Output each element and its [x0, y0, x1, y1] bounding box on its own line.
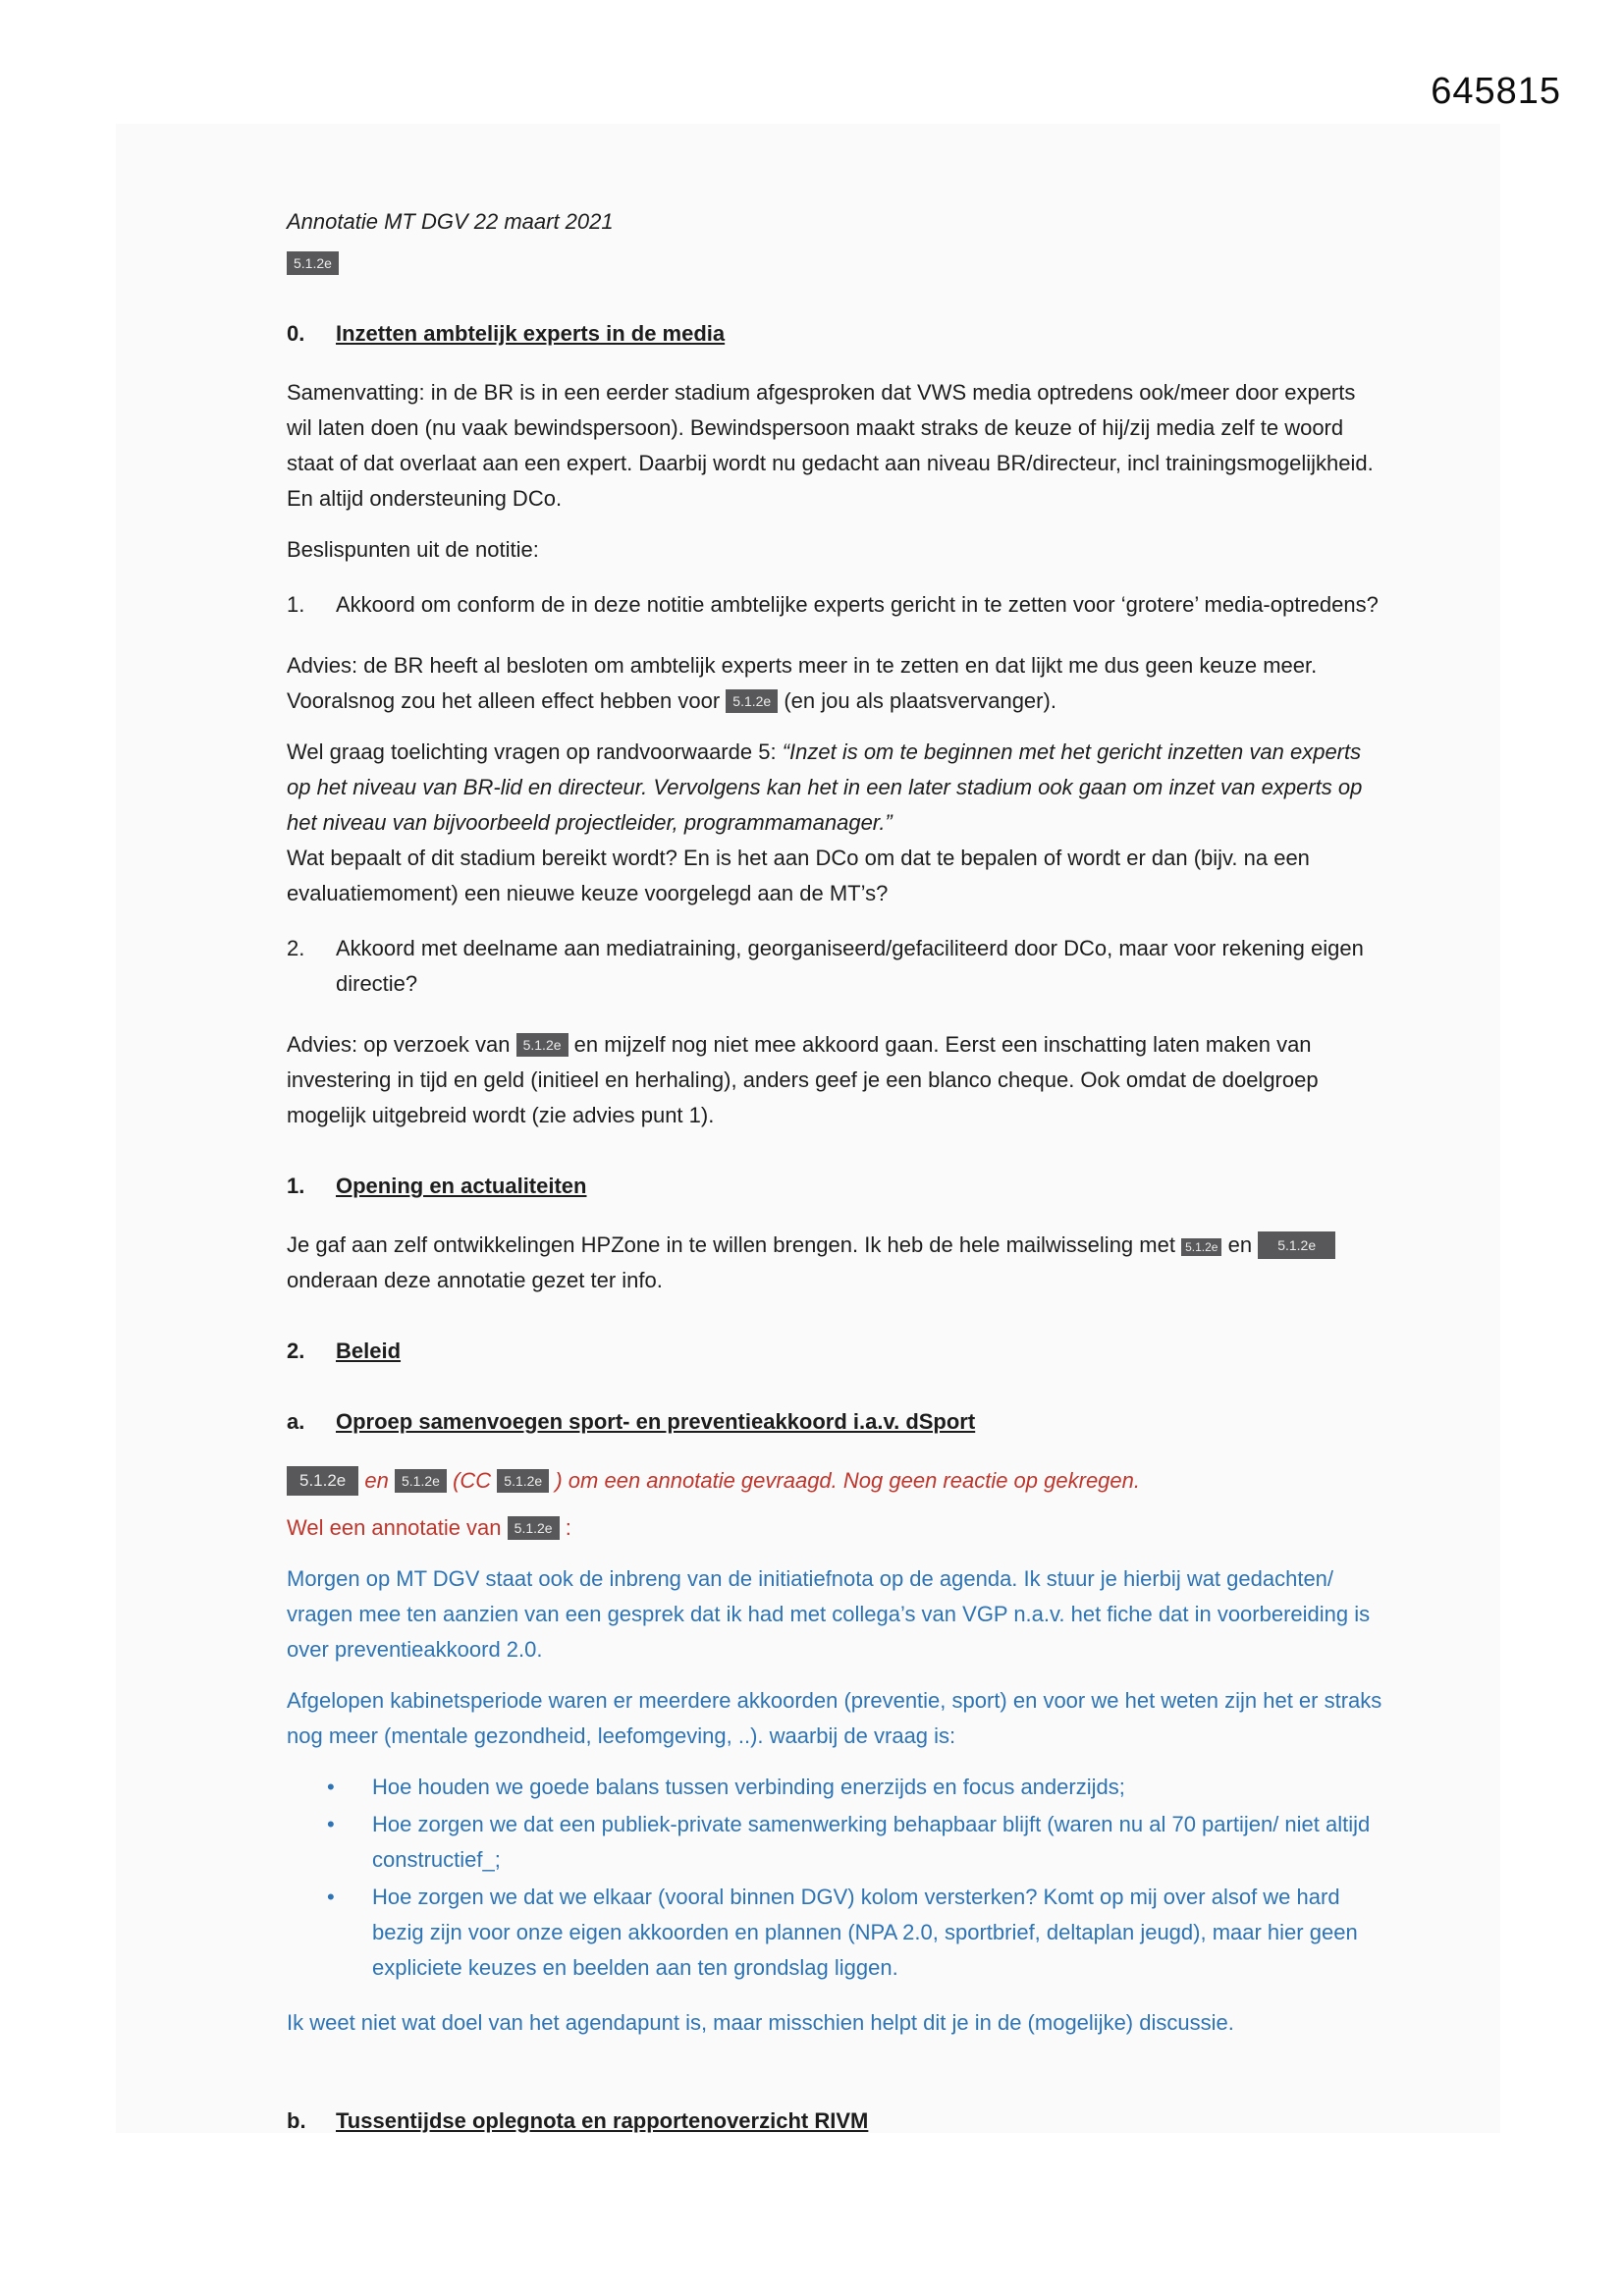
- randvoorwaarde-vraag: Wat bepaalt of dit stadium bereikt wordt? En is het aan DCo om dat te bepalen of wordt er dan (bijv. na een evaluatiemoment) een nieuwe keuze voorgelegd aan de MT’s?: [287, 846, 1310, 905]
- section-2-number: 2.: [287, 1339, 305, 1363]
- redaction-box: 5.1.2e: [516, 1033, 568, 1057]
- bullet-item-1: [327, 1770, 1384, 1805]
- advies-2-text-post: en mijzelf nog niet mee akkoord gaan. Eerst een inschatting laten maken van investering in tijd en geld (initieel en herhaling), anders geef je een blanco cheque. Ook omdat de doelgroep mogelijk uitgebreid wordt (zie advies punt 1).: [287, 1032, 1319, 1127]
- section-1-heading: [287, 1169, 1384, 1204]
- red-request-en: en: [364, 1468, 389, 1493]
- section-2a-title: Oproep samenvoegen sport- en preventieakkoord i.a.v. dSport: [336, 1409, 976, 1434]
- redaction-box: 5.1.2e: [726, 689, 778, 713]
- bullet-icon: •: [327, 1885, 335, 1909]
- redaction-box: 5.1.2e: [497, 1469, 549, 1493]
- section-2b-title: Tussentijdse oplegnota en rapportenoverzicht RIVM: [336, 2108, 869, 2133]
- document-body: [287, 204, 1384, 2162]
- redaction-box: 5.1.2e: [508, 1516, 560, 1540]
- section-1-title: Opening en actualiteiten: [336, 1174, 587, 1198]
- decision-point-1-text: Akkoord om conform de in deze notitie ambtelijke experts gericht in te zetten voor ‘grotere’ media-optredens?: [336, 592, 1379, 617]
- red-annotatie-pre: Wel een annotatie van: [287, 1515, 502, 1540]
- redaction-box: 5.1.2e: [287, 1466, 358, 1496]
- randvoorwaarde-quote: “Inzet is om te beginnen met het gericht inzetten van experts op het niveau van BR-lid en directeur. Vervolgens kan het in een later stadium ook gaan om inzet van experts op het niveau van bijvoorbeeld projectleider, programmamanager.”: [287, 739, 1363, 835]
- decision-point-2-number: 2.: [287, 936, 305, 960]
- document-id: 645815: [1431, 71, 1561, 112]
- decision-point-1-number: 1.: [287, 592, 305, 617]
- red-request-cc: (CC: [453, 1468, 492, 1493]
- section-2b-heading: [287, 2104, 1384, 2139]
- paragraph-blue-1: Morgen op MT DGV staat ook de inbreng van de initiatiefnota op de agenda. Ik stuur je hierbij wat gedachten/ vragen mee ten aanzien van een gesprek dat ik had met collega’s van VGP n.a.v. het fiche dat in voorbereiding is over preventieakkoord 2.0.: [287, 1566, 1371, 1662]
- bullet-item-3: [327, 1880, 1384, 1986]
- paragraph-advies-1: [287, 648, 1384, 719]
- section-0-heading: [287, 316, 1384, 352]
- advies-2-text-pre: Advies: op verzoek van: [287, 1032, 511, 1057]
- section-2-heading: [287, 1334, 1384, 1369]
- section-2a-number: a.: [287, 1409, 305, 1434]
- bullet-item-2: [327, 1807, 1384, 1878]
- paragraph-blue-3: Ik weet niet wat doel van het agendapunt is, maar misschien helpt dit je in de (mogelijke) discussie.: [287, 2010, 1234, 2035]
- bullet-2-text: Hoe zorgen we dat een publiek-private samenwerking behapbaar blijft (waren nu al 70 partijen/ niet altijd constructief_;: [372, 1812, 1371, 1872]
- paragraph-summary: Samenvatting: in de BR is in een eerder stadium afgesproken dat VWS media optredens ook/meer door experts wil laten doen (nu vaak bewindspersoon). Bewindspersoon maakt straks de keuze of hij/zij media zelf te woord staat of dat overlaat aan een expert. Daarbij wordt nu gedacht aan niveau BR/directeur, incl trainingsmogelijkheid. En altijd ondersteuning DCo.: [287, 380, 1374, 511]
- section-1-number: 1.: [287, 1174, 305, 1198]
- hpzone-text-post: onderaan deze annotatie gezet ter info.: [287, 1268, 663, 1292]
- paragraph-red-request: [287, 1463, 1384, 1499]
- advies-1-text-pre: Advies: de BR heeft al besloten om ambtelijk experts meer in te zetten en dat lijkt me dus geen keuze meer. Vooralsnog zou het alleen effect hebben voor: [287, 653, 1318, 713]
- decision-point-2-text: Akkoord met deelname aan mediatraining, georganiseerd/gefaciliteerd door DCo, maar voor rekening eigen directie?: [336, 936, 1364, 996]
- paragraph-blue-2: Afgelopen kabinetsperiode waren er meerdere akkoorden (preventie, sport) en voor we het weten zijn het er straks nog meer (mentale gezondheid, leefomgeving, ..). waarbij de vraag is:: [287, 1688, 1382, 1748]
- decision-point-2: [287, 931, 1384, 1002]
- hpzone-text-mid: en: [1227, 1232, 1253, 1257]
- section-2a-heading: [287, 1404, 1384, 1440]
- decision-point-1: [287, 587, 1384, 623]
- redaction-box: 5.1.2e: [287, 251, 339, 275]
- bullet-icon: •: [327, 1775, 335, 1799]
- document-title: Annotatie MT DGV 22 maart 2021: [287, 209, 614, 234]
- section-0-title: Inzetten ambtelijk experts in de media: [336, 321, 726, 346]
- paragraph-advies-2: [287, 1027, 1384, 1133]
- red-annotatie-post: :: [565, 1515, 571, 1540]
- bullet-list: [287, 1770, 1384, 1986]
- redaction-box: 5.1.2e: [395, 1469, 447, 1493]
- paragraph-randvoorwaarde: [287, 735, 1384, 911]
- paragraph-beslispunten: Beslispunten uit de notitie:: [287, 537, 539, 562]
- paragraph-red-annotatie: [287, 1510, 1384, 1546]
- section-0-number: 0.: [287, 321, 305, 346]
- red-request-rest: ) om een annotatie gevraagd. Nog geen reactie op gekregen.: [555, 1468, 1140, 1493]
- bullet-icon: •: [327, 1812, 335, 1836]
- redaction-box: 5.1.2e: [1258, 1231, 1335, 1259]
- section-2b-number: b.: [287, 2108, 306, 2133]
- bullet-3-text: Hoe zorgen we dat we elkaar (vooral binnen DGV) kolom versterken? Komt op mij over alsof we hard bezig zijn voor onze eigen akkoorden en plannen (NPA 2.0, sportbrief, deltaplan jeugd), maar hier geen expliciete keuzes en beelden aan ten grondslag liggen.: [372, 1885, 1358, 1980]
- hpzone-text-pre: Je gaf aan zelf ontwikkelingen HPZone in te willen brengen. Ik heb de hele mailwisseling met: [287, 1232, 1175, 1257]
- paragraph-hpzone: [287, 1228, 1384, 1298]
- section-2-title: Beleid: [336, 1339, 402, 1363]
- randvoorwaarde-intro: Wel graag toelichting vragen op randvoorwaarde 5:: [287, 739, 783, 764]
- author-redaction-line: [287, 246, 1384, 281]
- redaction-box: 5.1.2e: [1181, 1238, 1221, 1256]
- bullet-1-text: Hoe houden we goede balans tussen verbinding enerzijds en focus anderzijds;: [372, 1775, 1125, 1799]
- advies-1-text-post: (en jou als plaatsvervanger).: [784, 688, 1056, 713]
